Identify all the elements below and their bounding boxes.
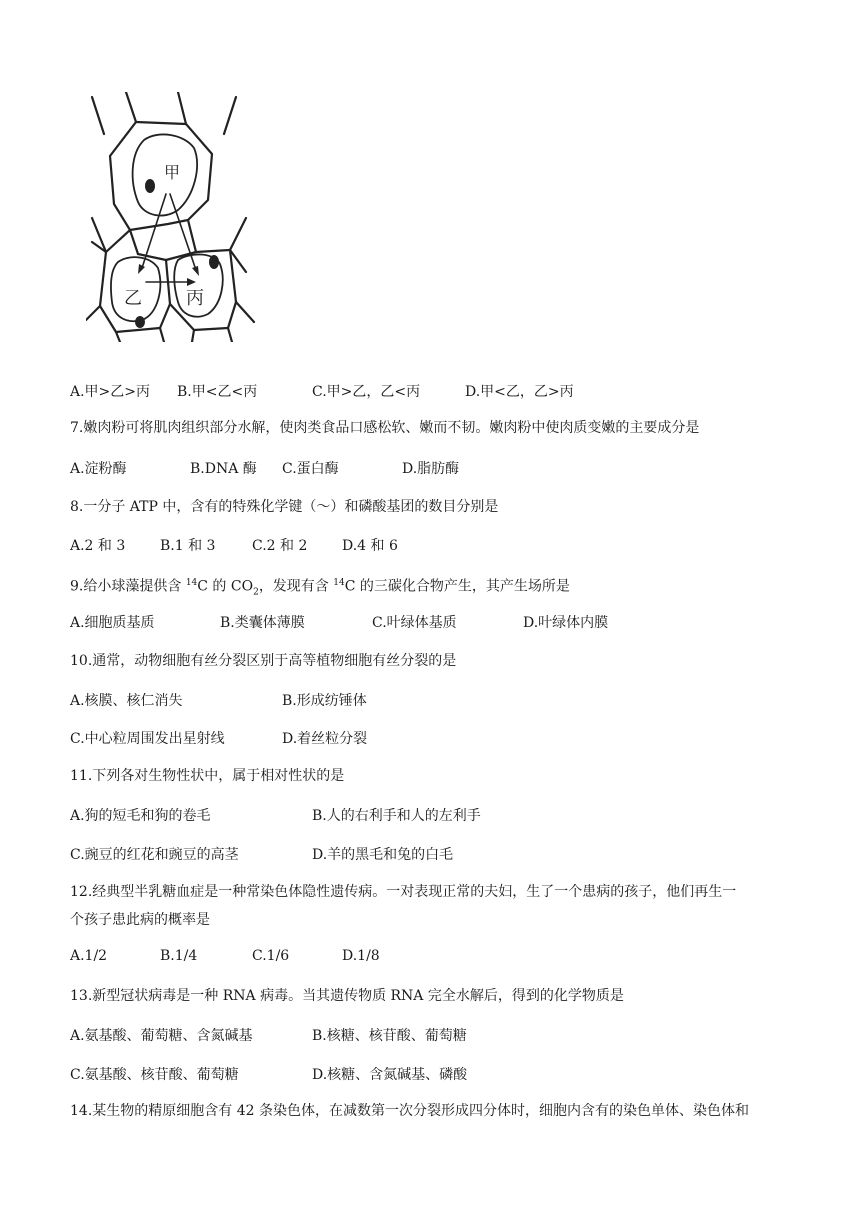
q6-option-c: C.甲>乙，乙<丙 — [312, 384, 421, 400]
cell-diagram — [86, 92, 262, 342]
q6-option-b: B.甲<乙<丙 — [177, 384, 258, 400]
q9-isotope-sup: 14 — [333, 578, 345, 588]
q11-option-b: B.人的右利手和人的左利手 — [312, 808, 481, 824]
q7-stem: 7.嫩肉粉可将肌肉组织部分水解，使肉类食品口感松软、嫩而不韧。嫩肉粉中使肉质变嫩的主要成分是 — [70, 420, 700, 436]
q11-stem: 11.下列各对生物性状中，属于相对性状的是 — [70, 768, 345, 784]
q9-stem-part: 9.给小球藻提供含 — [70, 578, 186, 595]
q13-option-b: B.核糖、核苷酸、葡萄糖 — [312, 1028, 467, 1044]
cell-label-yi: 乙 — [124, 288, 142, 309]
q14-stem: 14.某生物的精原细胞含有 42 条染色体，在减数第一次分裂形成四分体时，细胞内含有的染色单体、染色体和 — [70, 1103, 749, 1119]
q9-option-a: A.细胞质基质 — [70, 615, 155, 631]
q9-co2-sub: 2 — [253, 587, 259, 598]
q9-isotope-sup: 14 — [185, 578, 198, 588]
q13-option-d: D.核糖、含氮碱基、磷酸 — [312, 1067, 468, 1083]
q11-option-d: D.羊的黑毛和兔的白毛 — [312, 847, 454, 863]
q7-option-d: D.脂肪酶 — [402, 461, 460, 477]
q12-option-a: A.1/2 — [70, 948, 108, 964]
q9-option-c: C.叶绿体基质 — [372, 615, 457, 631]
q11-option-c: C.豌豆的红花和豌豆的高茎 — [70, 847, 239, 863]
q8-option-d: D.4 和 6 — [342, 538, 398, 554]
q9-stem-part: C 的三碳化合物产生，其产生场所是 — [344, 578, 570, 595]
q12-stem-line1: 12.经典型半乳糖血症是一种常染色体隐性遗传病。一对表现正常的夫妇，生了一个患病的孩子，他们再生一 — [70, 884, 737, 900]
q12-option-b: B.1/4 — [160, 948, 198, 964]
q12-stem-line2: 个孩子患此病的概率是 — [70, 912, 210, 928]
plant-cells-figure — [86, 92, 262, 342]
q7-option-a: A.淀粉酶 — [70, 461, 127, 477]
q11-option-a: A.狗的短毛和狗的卷毛 — [70, 808, 211, 824]
q8-stem: 8.一分子 ATP 中，含有的特殊化学键（～）和磷酸基团的数目分别是 — [70, 499, 499, 515]
q12-option-c: C.1/6 — [252, 948, 290, 964]
q9-stem-part: C 的 CO — [197, 578, 254, 595]
q7-option-c: C.蛋白酶 — [282, 461, 339, 477]
q12-option-d: D.1/8 — [342, 948, 380, 964]
q10-option-d: D.着丝粒分裂 — [282, 731, 368, 747]
q10-option-a: A.核膜、核仁消失 — [70, 693, 183, 709]
q6-option-d: D.甲<乙，乙>丙 — [465, 384, 574, 400]
q13-option-a: A.氨基酸、葡萄糖、含氮碱基 — [70, 1028, 253, 1044]
q10-option-b: B.形成纺锤体 — [282, 693, 367, 709]
q13-stem: 13.新型冠状病毒是一种 RNA 病毒。当其遗传物质 RNA 完全水解后，得到的化学物质是 — [70, 988, 624, 1004]
q10-option-c: C.中心粒周围发出星射线 — [70, 731, 225, 747]
q8-option-b: B.1 和 3 — [160, 538, 216, 554]
q7-option-b: B.DNA 酶 — [190, 461, 257, 477]
q9-stem — [70, 573, 570, 602]
q6-option-a: A.甲>乙>丙 — [70, 384, 151, 400]
q9-option-b: B.类囊体薄膜 — [220, 615, 305, 631]
q13-option-c: C.氨基酸、核苷酸、葡萄糖 — [70, 1067, 239, 1083]
q9-option-d: D.叶绿体内膜 — [523, 615, 609, 631]
cell-label-jia: 甲 — [164, 163, 181, 182]
cell-label-bing: 丙 — [186, 288, 204, 309]
q8-option-a: A.2 和 3 — [70, 538, 126, 554]
q10-stem: 10.通常，动物细胞有丝分裂区别于高等植物细胞有丝分裂的是 — [70, 653, 457, 669]
q9-stem-part: ，发现有含 — [258, 578, 334, 595]
q8-option-c: C.2 和 2 — [252, 538, 308, 554]
